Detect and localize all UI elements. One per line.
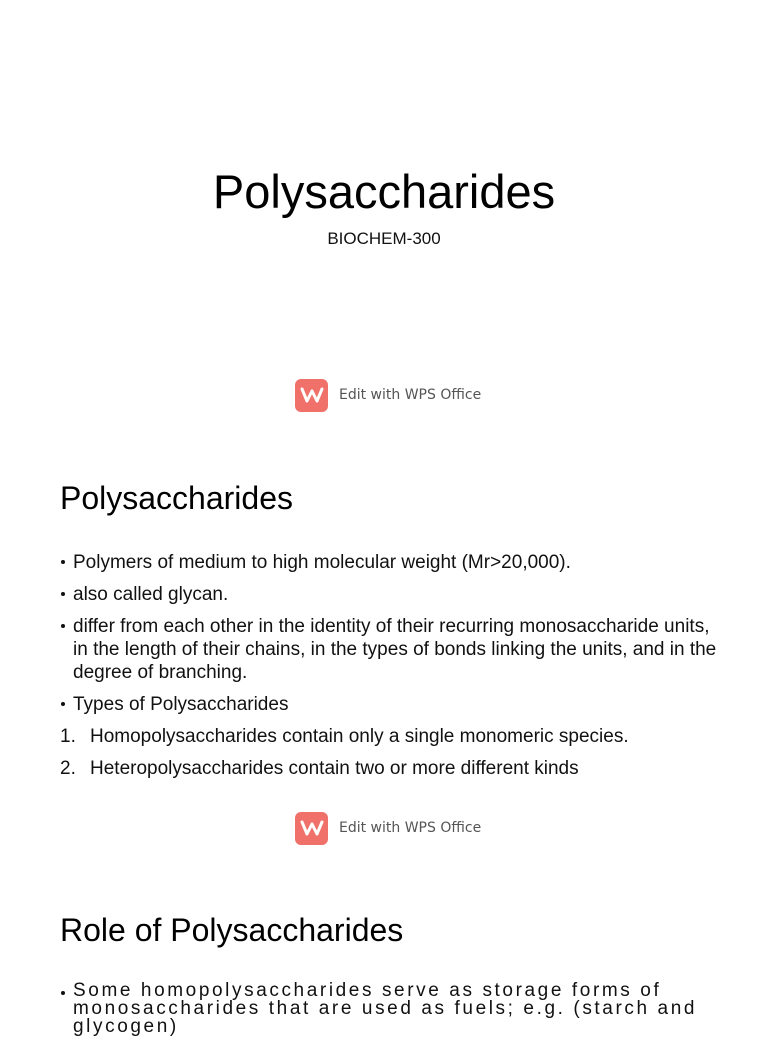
wps-edit-label: Edit with WPS Office: [339, 820, 482, 836]
slide-subtitle: BIOCHEM-300: [327, 229, 441, 248]
list-item: Types of Polysaccharides: [60, 693, 720, 716]
numbered-item: [60, 757, 720, 780]
wps-office-logo-icon: [295, 379, 328, 412]
wps-edit-button[interactable]: [295, 378, 481, 412]
list-item: differ from each other in the identity of their recurring monosaccharide units, in the length of their chains, in the types of bonds linking the units, and in the degree of branching.: [60, 615, 720, 684]
list-item: Polymers of medium to high molecular weight (Mr>20,000).: [60, 551, 720, 574]
item-text: Homopolysaccharides contain only a single monomeric species.: [90, 726, 629, 747]
item-text: Heteropolysaccharides contain two or more different kinds: [90, 758, 579, 779]
list-item: also called glycan.: [60, 583, 720, 606]
title-slide: [0, 0, 768, 432]
list-item: Some homopolysaccharides serve as storage forms of monosaccharides that are used as fuels; e.g. (starch and glycogen): [60, 982, 710, 1036]
content-slide-role: [0, 864, 768, 1037]
bullet-list: [60, 551, 720, 789]
wps-office-logo-icon: [295, 812, 328, 845]
item-number: 2.: [60, 758, 76, 779]
numbered-item: [60, 725, 720, 748]
slide-heading: Role of Polysaccharides: [60, 912, 404, 948]
slide-heading: Polysaccharides: [60, 480, 293, 516]
bullet-list: [60, 982, 710, 1045]
slide-title: Polysaccharides: [212, 165, 556, 218]
item-number: 1.: [60, 726, 76, 747]
content-slide-polysaccharides: [0, 432, 768, 864]
wps-edit-button[interactable]: [295, 811, 481, 845]
wps-edit-label: Edit with WPS Office: [339, 387, 482, 403]
